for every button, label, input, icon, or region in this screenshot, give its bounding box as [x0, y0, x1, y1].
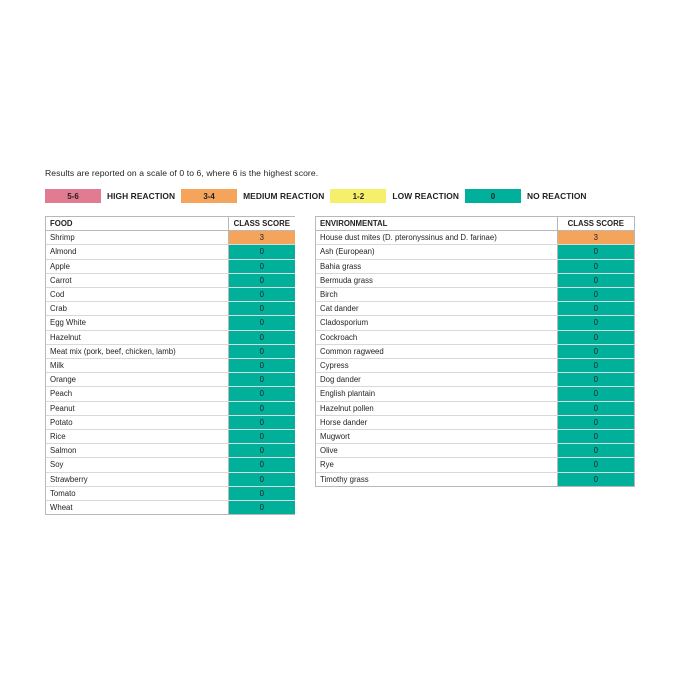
- food-score-cell: 0: [228, 458, 295, 472]
- table-row: [46, 458, 295, 472]
- legend-item-high: [45, 189, 175, 203]
- environmental-score-cell: 0: [557, 444, 634, 458]
- table-header-row: [46, 217, 295, 231]
- table-row: [316, 430, 634, 444]
- food-name-cell: Almond: [46, 245, 228, 259]
- table-row: [46, 231, 295, 245]
- food-name-cell: Shrimp: [46, 231, 228, 245]
- table-row: [46, 501, 295, 515]
- environmental-name-cell: Bermuda grass: [316, 273, 557, 287]
- food-score-cell: 0: [228, 486, 295, 500]
- environmental-name-cell: Horse dander: [316, 415, 557, 429]
- food-name-cell: Potato: [46, 415, 228, 429]
- environmental-score-cell: 0: [557, 387, 634, 401]
- environmental-header-name: ENVIRONMENTAL: [316, 217, 557, 231]
- food-table: [46, 217, 295, 514]
- table-row: [46, 415, 295, 429]
- food-name-cell: Strawberry: [46, 472, 228, 486]
- table-row: [46, 430, 295, 444]
- environmental-name-cell: Ash (European): [316, 245, 557, 259]
- environmental-score-cell: 0: [557, 273, 634, 287]
- legend-label-medium: MEDIUM REACTION: [243, 191, 325, 201]
- table-row: [316, 444, 634, 458]
- food-score-cell: 0: [228, 415, 295, 429]
- table-row: [316, 359, 634, 373]
- environmental-name-cell: Dog dander: [316, 373, 557, 387]
- table-row: [46, 259, 295, 273]
- food-score-cell: 0: [228, 273, 295, 287]
- environmental-score-cell: 0: [557, 245, 634, 259]
- table-row: [316, 273, 634, 287]
- food-name-cell: Carrot: [46, 273, 228, 287]
- environmental-score-cell: 0: [557, 344, 634, 358]
- table-row: [316, 330, 634, 344]
- food-score-cell: 0: [228, 344, 295, 358]
- environmental-name-cell: Cladosporium: [316, 316, 557, 330]
- environmental-table-body: [316, 231, 634, 486]
- food-name-cell: Tomato: [46, 486, 228, 500]
- food-name-cell: Salmon: [46, 444, 228, 458]
- environmental-name-cell: Timothy grass: [316, 472, 557, 486]
- legend-item-medium: [181, 189, 324, 203]
- environmental-name-cell: Olive: [316, 444, 557, 458]
- table-row: [316, 344, 634, 358]
- environmental-name-cell: English plantain: [316, 387, 557, 401]
- table-row: [46, 373, 295, 387]
- table-header-row: [316, 217, 634, 231]
- table-row: [46, 288, 295, 302]
- environmental-name-cell: Birch: [316, 288, 557, 302]
- food-score-cell: 3: [228, 231, 295, 245]
- table-row: [316, 259, 634, 273]
- table-row: [316, 387, 634, 401]
- food-name-cell: Peanut: [46, 401, 228, 415]
- environmental-score-cell: 0: [557, 472, 634, 486]
- food-score-cell: 0: [228, 387, 295, 401]
- food-score-cell: 0: [228, 501, 295, 515]
- environmental-name-cell: Cypress: [316, 359, 557, 373]
- food-score-cell: 0: [228, 316, 295, 330]
- environmental-score-cell: 0: [557, 259, 634, 273]
- environmental-name-cell: Bahia grass: [316, 259, 557, 273]
- table-row: [46, 401, 295, 415]
- table-row: [46, 486, 295, 500]
- table-row: [316, 458, 634, 472]
- food-score-cell: 0: [228, 401, 295, 415]
- legend: [45, 189, 635, 203]
- food-score-cell: 0: [228, 302, 295, 316]
- intro-text: Results are reported on a scale of 0 to 6, where 6 is the highest score.: [45, 168, 319, 178]
- environmental-name-cell: Rye: [316, 458, 557, 472]
- food-table-body: [46, 231, 295, 515]
- food-name-cell: Meat mix (pork, beef, chicken, lamb): [46, 344, 228, 358]
- table-row: [46, 444, 295, 458]
- food-name-cell: Soy: [46, 458, 228, 472]
- environmental-score-cell: 0: [557, 302, 634, 316]
- results-tables: [45, 216, 635, 515]
- environmental-score-cell: 0: [557, 415, 634, 429]
- environmental-name-cell: Cat dander: [316, 302, 557, 316]
- environmental-score-cell: 0: [557, 288, 634, 302]
- environmental-table: [316, 217, 634, 486]
- food-score-cell: 0: [228, 259, 295, 273]
- results-content: [45, 168, 635, 515]
- food-header-score: CLASS SCORE: [228, 217, 295, 231]
- food-score-cell: 0: [228, 373, 295, 387]
- table-row: [46, 387, 295, 401]
- food-score-cell: 0: [228, 359, 295, 373]
- food-score-cell: 0: [228, 288, 295, 302]
- table-row: [46, 273, 295, 287]
- food-name-cell: Milk: [46, 359, 228, 373]
- environmental-name-cell: Mugwort: [316, 430, 557, 444]
- environmental-name-cell: Cockroach: [316, 330, 557, 344]
- table-row: [316, 316, 634, 330]
- food-name-cell: Crab: [46, 302, 228, 316]
- environmental-score-cell: 0: [557, 458, 634, 472]
- table-row: [316, 288, 634, 302]
- environmental-score-cell: 0: [557, 401, 634, 415]
- food-score-cell: 0: [228, 330, 295, 344]
- legend-item-low: [330, 189, 459, 203]
- environmental-score-cell: 3: [557, 231, 634, 245]
- environmental-score-cell: 0: [557, 330, 634, 344]
- food-score-cell: 0: [228, 472, 295, 486]
- food-score-cell: 0: [228, 245, 295, 259]
- environmental-name-cell: Hazelnut pollen: [316, 401, 557, 415]
- food-score-cell: 0: [228, 430, 295, 444]
- legend-label-high: HIGH REACTION: [107, 191, 176, 201]
- food-table-head: [46, 217, 295, 231]
- legend-chip-none: 0: [465, 189, 521, 203]
- table-row: [46, 472, 295, 486]
- food-header-name: FOOD: [46, 217, 228, 231]
- food-name-cell: Rice: [46, 430, 228, 444]
- table-row: [316, 231, 634, 245]
- table-row: [316, 401, 634, 415]
- environmental-header-score: CLASS SCORE: [557, 217, 634, 231]
- environmental-table-wrapper: [315, 216, 635, 487]
- food-name-cell: Orange: [46, 373, 228, 387]
- food-name-cell: Wheat: [46, 501, 228, 515]
- table-row: [46, 359, 295, 373]
- food-score-cell: 0: [228, 444, 295, 458]
- legend-chip-high: 5-6: [45, 189, 101, 203]
- legend-label-none: NO REACTION: [527, 191, 587, 201]
- legend-chip-low: 1-2: [330, 189, 386, 203]
- food-name-cell: Hazelnut: [46, 330, 228, 344]
- table-row: [46, 302, 295, 316]
- environmental-table-head: [316, 217, 634, 231]
- environmental-name-cell: Common ragweed: [316, 344, 557, 358]
- table-row: [46, 344, 295, 358]
- table-row: [316, 302, 634, 316]
- environmental-score-cell: 0: [557, 430, 634, 444]
- legend-chip-medium: 3-4: [181, 189, 237, 203]
- table-row: [316, 245, 634, 259]
- food-name-cell: Cod: [46, 288, 228, 302]
- environmental-score-cell: 0: [557, 359, 634, 373]
- table-row: [46, 245, 295, 259]
- food-name-cell: Peach: [46, 387, 228, 401]
- legend-label-low: LOW REACTION: [392, 191, 459, 201]
- table-row: [316, 472, 634, 486]
- table-row: [316, 373, 634, 387]
- table-row: [316, 415, 634, 429]
- environmental-score-cell: 0: [557, 316, 634, 330]
- table-row: [46, 330, 295, 344]
- environmental-score-cell: 0: [557, 373, 634, 387]
- table-row: [46, 316, 295, 330]
- environmental-name-cell: House dust mites (D. pteronyssinus and D. farinae): [316, 231, 557, 245]
- food-name-cell: Egg White: [46, 316, 228, 330]
- food-table-wrapper: [45, 216, 295, 515]
- legend-item-none: [465, 189, 587, 203]
- food-name-cell: Apple: [46, 259, 228, 273]
